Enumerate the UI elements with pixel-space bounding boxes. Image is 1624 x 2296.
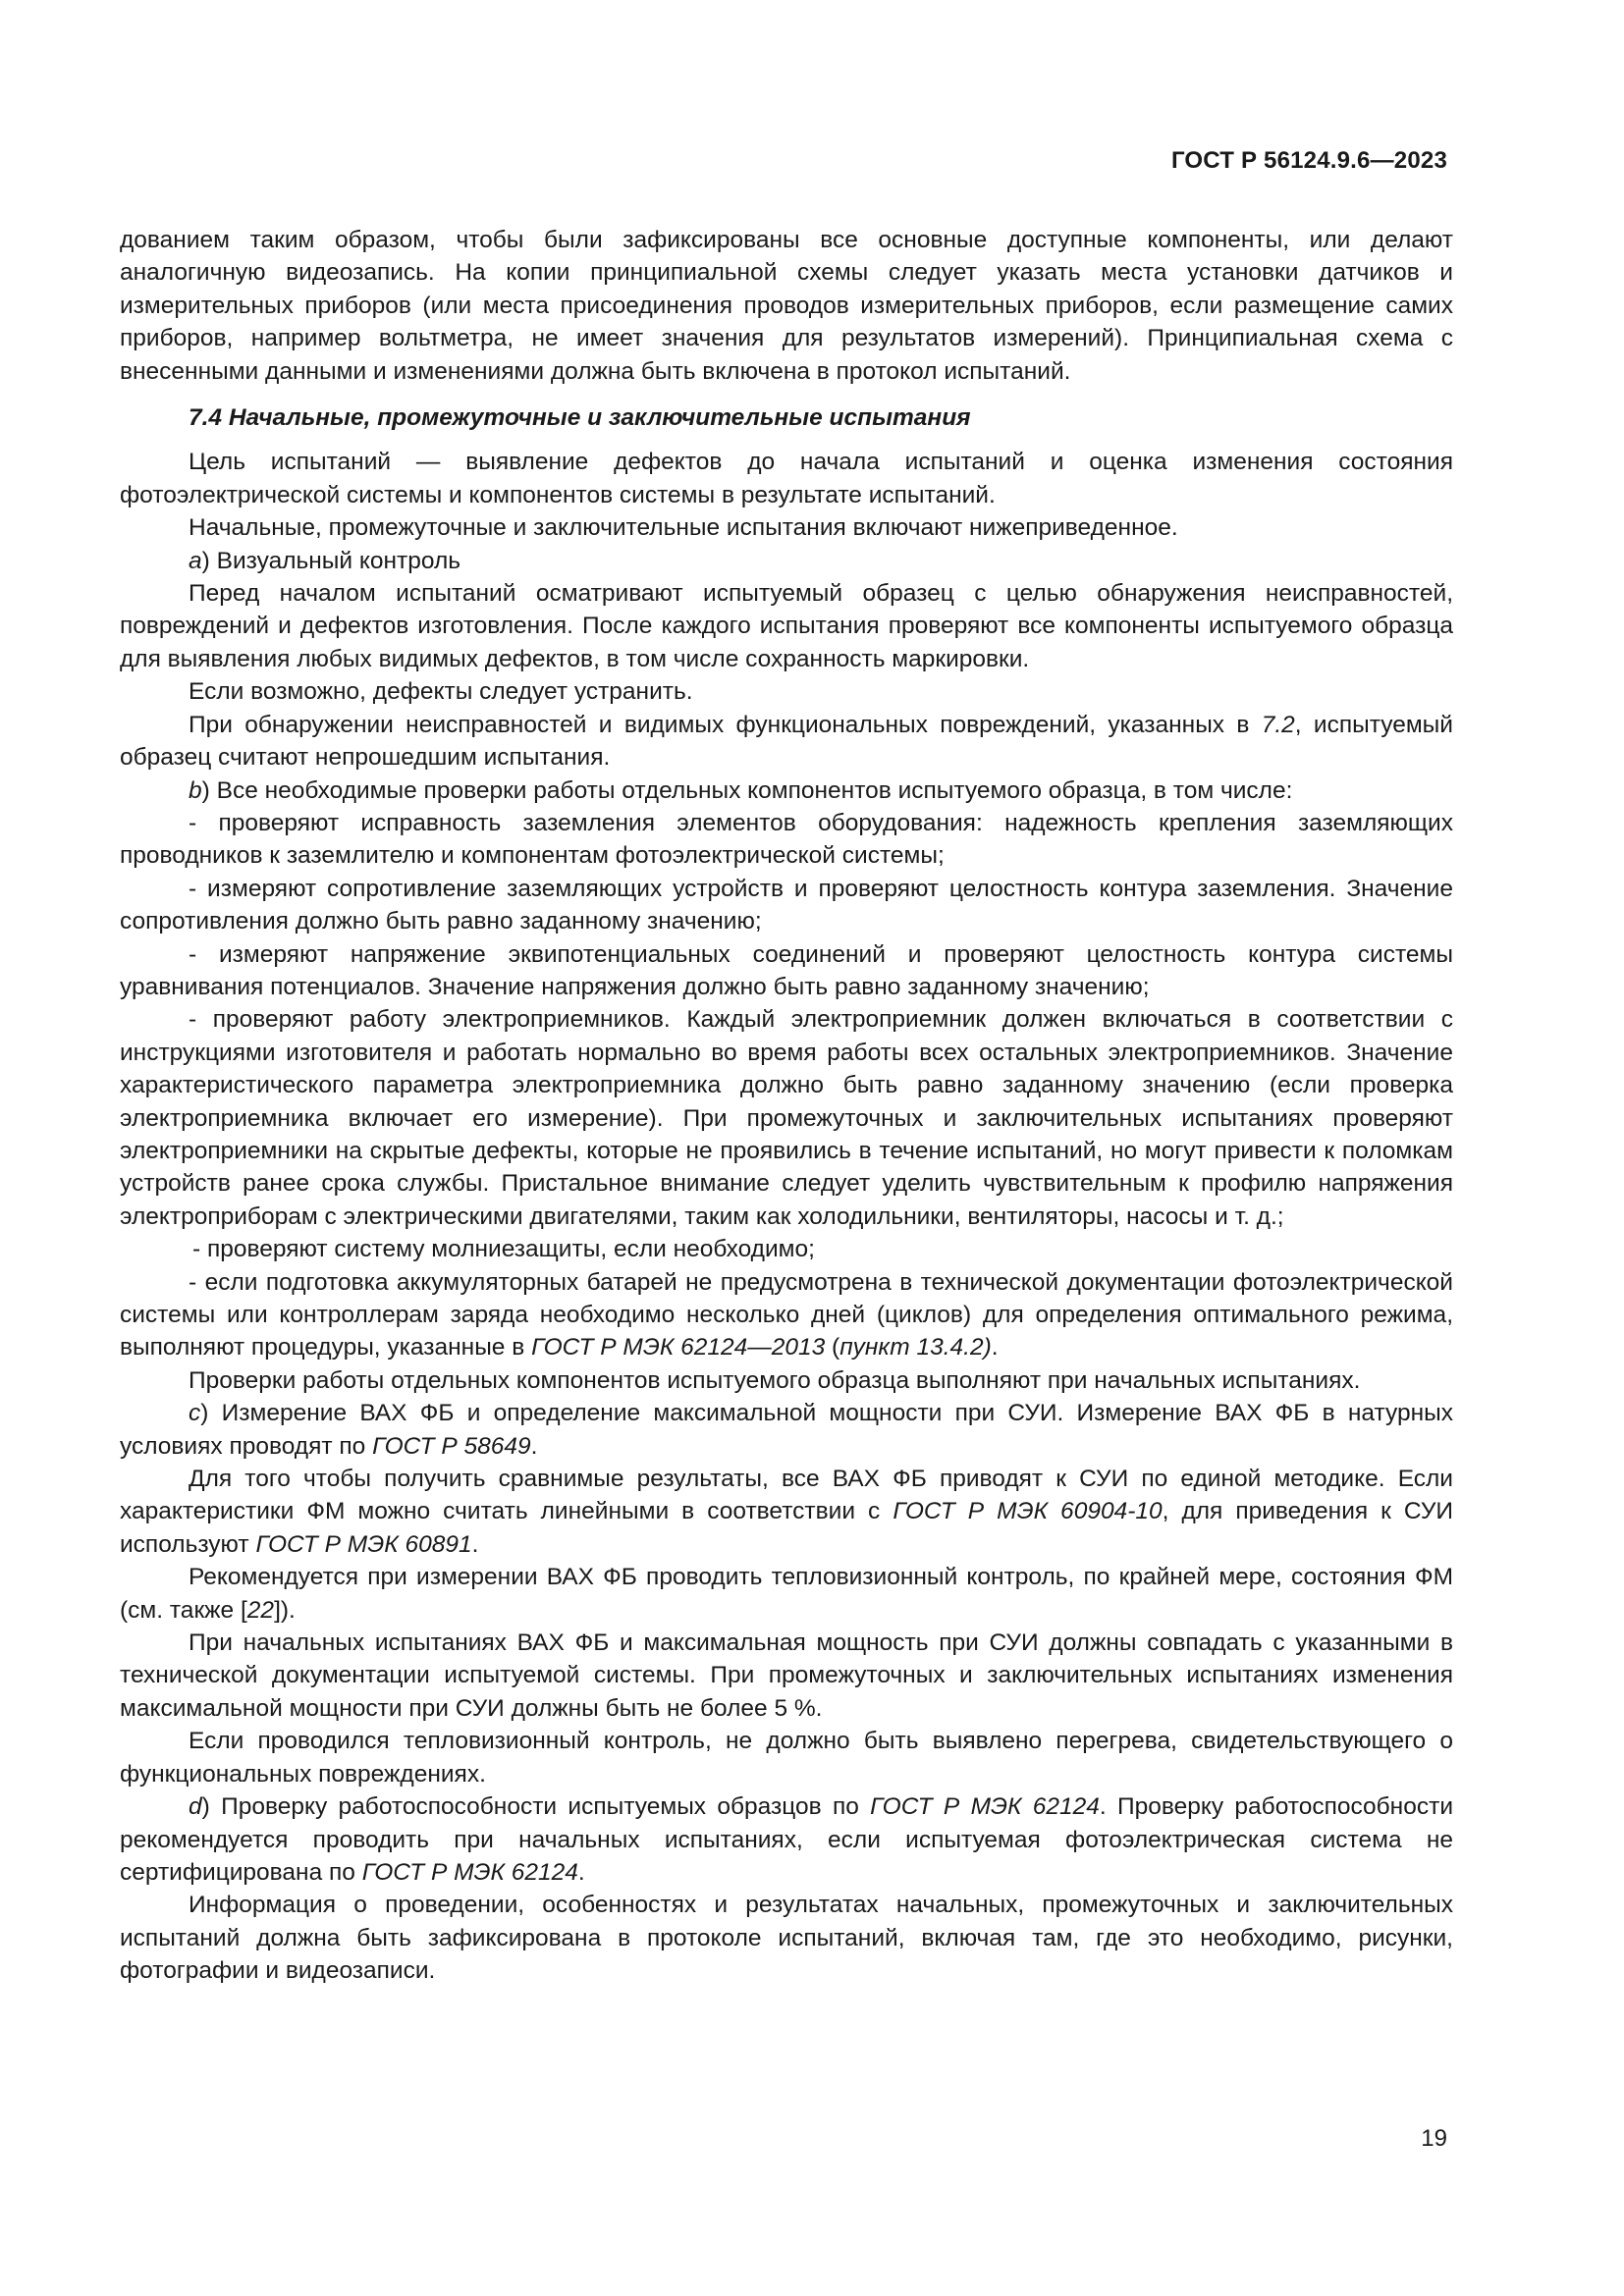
standard-reference: ГОСТ Р МЭК 62124—2013	[531, 1334, 826, 1362]
page-number: 19	[1421, 2125, 1447, 2152]
standard-reference: ГОСТ Р 58649	[372, 1432, 531, 1460]
document-header: ГОСТ Р 56124.9.6—2023	[1170, 147, 1447, 174]
paragraph: Информация о проведении, особенностях и результатах начальных, промежуточных и заключительных испытаний должна быть зафиксирована в протоколе испытаний, включая там, где это необходимо, рисунки, фотографии и видеозаписи.	[120, 1892, 1453, 1985]
paragraph: Для того чтобы получить сравнимые результаты, все ВАХ ФБ приводят к СУИ по единой методике. Если характеристики ФМ можно считать линейными в соответствии с ГОСТ Р МЭК 60904-10, для приведения к СУИ используют ГОСТ Р МЭК 60891.	[120, 1466, 1453, 1558]
list-item: - проверяют работу электроприемников. Каждый электроприемник должен включаться в соответствии с инструкциями изготовителя и работать нормально во время работы всех остальных электроприемников. Значение характеристического параметра электроприемника должно быть равно заданному значению (если проверка электроприемника включает его измерение). При промежуточных и заключительных испытаниях проверяют электроприемники на скрытые дефекты, которые не проявились в течение испытаний, но могут привести к поломкам устройств ранее срока службы. Пристальное внимание следует уделить чувствительным к профилю напряжения электроприборам с электрическими двигателями, таким как холодильники, вентиляторы, насосы и т. д.;	[120, 1006, 1453, 1230]
paragraph: Проверки работы отдельных компонентов испытуемого образца выполняют при начальных испытаниях.	[189, 1366, 1361, 1394]
item-letter: d	[189, 1793, 202, 1821]
standard-reference: ГОСТ Р МЭК 62124	[870, 1793, 1100, 1821]
item-letter: а	[189, 547, 202, 574]
item-a-title: а) Визуальный контроль	[189, 547, 461, 574]
standard-reference: ГОСТ Р МЭК 60891	[255, 1530, 472, 1558]
paragraph: Рекомендуется при измерении ВАХ ФБ проводить тепловизионный контроль, по крайней мере, состояния ФМ (см. также [22]).	[120, 1564, 1453, 1624]
list-item: - проверяют систему молниезащиты, если необходимо;	[192, 1236, 815, 1263]
paragraph: Перед началом испытаний осматривают испытуемый образец с целью обнаружения неисправностей, повреждений и дефектов изготовления. После каждого испытания проверяют все компоненты испытуемого образца для выявления любых видимых дефектов, в том числе сохранность маркировки.	[120, 580, 1453, 672]
clause-reference: 7.2	[1261, 711, 1295, 738]
list-item: - измеряют сопротивление заземляющих устройств и проверяют целостность контура заземления. Значение сопротивления должно быть равно заданному значению;	[120, 875, 1453, 935]
list-item: - если подготовка аккумуляторных батарей не предусмотрена в технической документации фотоэлектрической системы или контроллерам заряда необходимо несколько дней (циклов) для определения оптимального режима, выполняют процедуры, указанные в ГОСТ Р МЭК 62124—2013 (пункт 13.4.2).	[120, 1268, 1453, 1362]
paragraph: Цель испытаний — выявление дефектов до начала испытаний и оценка изменения состояния фотоэлектрической системы и компонентов системы в результате испытаний.	[120, 449, 1453, 508]
item-letter: b	[189, 776, 202, 804]
section-heading: 7.4 Начальные, промежуточные и заключительные испытания	[189, 404, 971, 432]
paragraph: При обнаружении неисправностей и видимых функциональных повреждений, указанных в 7.2, испытуемый образец считают непрошедшим испытания.	[120, 711, 1453, 772]
list-item: - проверяют исправность заземления элементов оборудования: надежность крепления заземляющих проводников к заземлителю и компонентам фотоэлектрической системы;	[120, 809, 1453, 870]
standard-reference: ГОСТ Р МЭК 62124	[361, 1858, 578, 1886]
bibliography-reference: 22	[246, 1596, 275, 1624]
paragraph: Если возможно, дефекты следует устранить.	[189, 678, 693, 706]
paragraph: При начальных испытаниях ВАХ ФБ и максимальная мощность при СУИ должны совпадать с указанными в технической документации испытуемой системы. При промежуточных и заключительных испытаниях изменения максимальной мощности при СУИ должны быть не более 5 %.	[120, 1629, 1453, 1722]
item-d-title: d) Проверку работоспособности испытуемых образцов по ГОСТ Р МЭК 62124. Проверку работоспособности рекомендуется проводить при начальных испытаниях, если испытуемая фотоэлектрическая система не сертифицирована по ГОСТ Р МЭК 62124.	[120, 1793, 1453, 1886]
standard-reference: ГОСТ Р МЭК 60904-10	[893, 1498, 1163, 1525]
item-c-title: с) Измерение ВАХ ФБ и определение максимальной мощности при СУИ. Измерение ВАХ ФБ в натурных условиях проводят по ГОСТ Р 58649.	[120, 1400, 1453, 1460]
paragraph: Если проводился тепловизионный контроль, не должно быть выявлено перегрева, свидетельствующего о функциональных повреждениях.	[120, 1728, 1453, 1788]
list-item: - измеряют напряжение эквипотенциальных соединений и проверяют целостность контура системы уравнивания потенциалов. Значение напряжения должно быть равно заданному значению;	[120, 940, 1453, 1000]
clause-reference: пункт 13.4.2)	[839, 1334, 992, 1362]
paragraph: Начальные, промежуточные и заключительные испытания включают нижеприведенное.	[189, 514, 1178, 542]
item-b-title: b) Все необходимые проверки работы отдельных компонентов испытуемого образца, в том числе:	[189, 776, 1293, 804]
document-body	[120, 224, 1453, 1988]
paragraph: дованием таким образом, чтобы были зафиксированы все основные доступные компоненты, или делают аналогичную видеозапись. На копии принципиальной схемы следует указать места установки датчиков и измерительных приборов (или места присоединения проводов измерительных приборов, если размещение самих приборов, например вольтметра, не имеет значения для результатов измерений). Принципиальная схема с внесенными данными и изменениями должна быть включена в протокол испытаний.	[120, 227, 1453, 385]
item-letter: с	[189, 1400, 201, 1427]
